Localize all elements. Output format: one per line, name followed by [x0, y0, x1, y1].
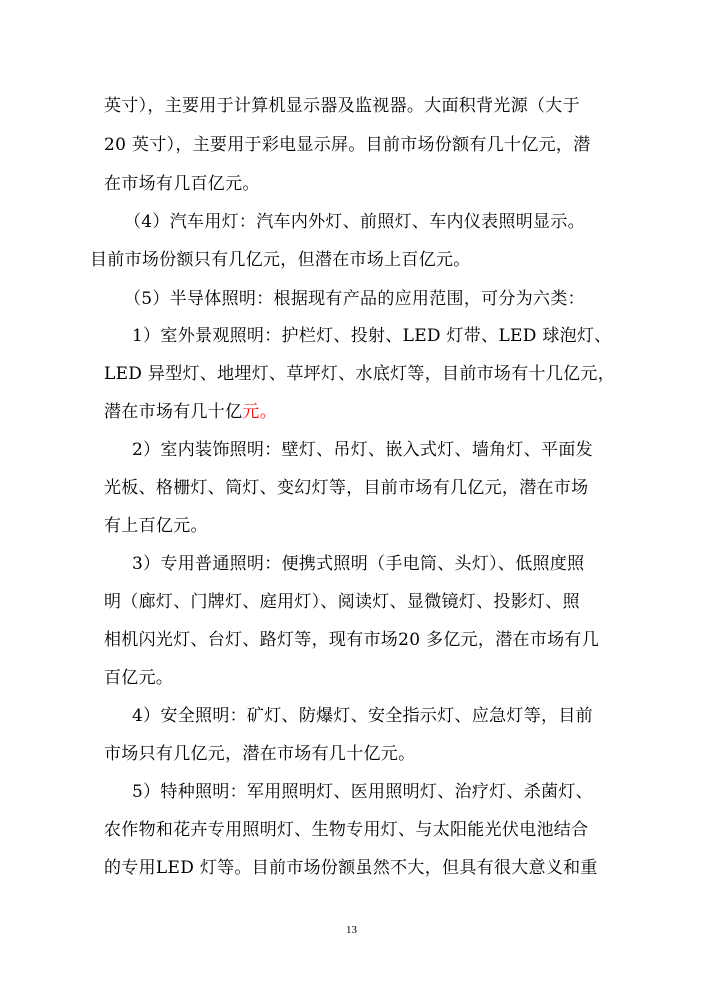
- text-line-17: 4）安全照明：矿灯、防爆灯、安全指示灯、应急灯等，目前: [132, 706, 593, 726]
- text-line-4: （4）汽车用灯：汽车内外灯、前照灯、车内仪表照明显示。: [124, 212, 585, 232]
- text-line-14: 明（廊灯、门牌灯、庭用灯）、阅读灯、显微镜灯、投影灯、照: [104, 592, 580, 612]
- text-line-11: 光板、格栅灯、筒灯、变幻灯等，目前市场有几亿元，潜在市场: [104, 478, 589, 498]
- text-line-13: 3）专用普通照明：便携式照明（手电筒、头灯）、低照度照: [132, 554, 585, 574]
- text-line-8: LED 异型灯、地埋灯、草坪灯、水底灯等，目前市场有十几亿元，: [104, 364, 616, 384]
- text-line-19: 5）特种照明：军用照明灯、医用照明灯、治疗灯、杀菌灯、: [132, 782, 593, 802]
- text-line-7: 1）室外景观照明：护栏灯、投射、LED 灯带、LED 球泡灯、: [132, 326, 612, 346]
- text-line-3: 在市场有几百亿元。: [104, 174, 260, 194]
- text-line-20: 农作物和花卉专用照明灯、生物专用灯、与太阳能光伏电池结合: [104, 820, 589, 840]
- text-line-2: 20 英寸），主要用于彩电显示屏。目前市场份额有几十亿元，潜: [104, 135, 591, 155]
- text-line-1: 英寸），主要用于计算机显示器及监视器。大面积背光源（大于: [104, 96, 580, 116]
- text-line-12: 有上百亿元。: [104, 516, 208, 536]
- text-line-15: 相机闪光灯、台灯、路灯等，现有市场20 多亿元，潜在市场有几: [104, 630, 600, 650]
- page-number: 13: [346, 924, 357, 936]
- text-line-16: 百亿元。: [104, 668, 174, 688]
- red-highlight-text: 元。: [242, 402, 278, 422]
- text-line-21: 的专用LED 灯等。目前市场份额虽然不大，但具有很大意义和重: [104, 858, 598, 878]
- text-line-10: 2）室内装饰照明：壁灯、吊灯、嵌入式灯、墙角灯、平面发: [132, 440, 593, 460]
- text-line-18: 市场只有几亿元，潜在市场有几十亿元。: [104, 744, 416, 764]
- text-line-5: 目前市场份额只有几亿元，但潜在市场上百亿元。: [90, 250, 471, 270]
- text-line-9: [104, 402, 277, 422]
- text-line-6: （5）半导体照明：根据现有产品的应用范围，可分为六类：: [124, 289, 585, 309]
- text-line-9-main: 潜在市场有几十亿: [104, 402, 243, 422]
